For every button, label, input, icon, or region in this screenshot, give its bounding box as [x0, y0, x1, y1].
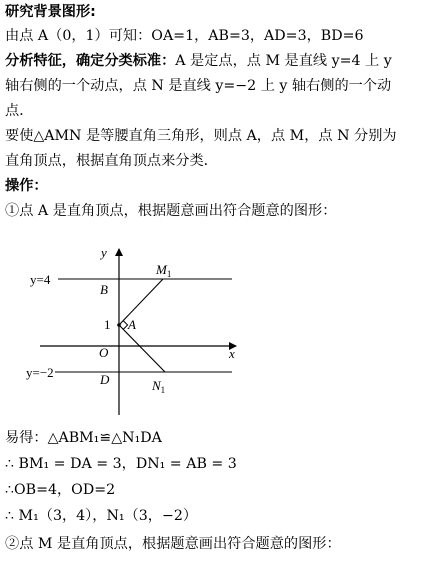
tick-one-label: 1: [104, 317, 111, 332]
point-N1-label: $N_1$: [152, 378, 166, 395]
segment-AM1: [119, 279, 163, 325]
result-congruence: 易得：△ABM₁≌△N₁DA: [5, 430, 162, 446]
heading-operation: 操作：: [5, 178, 48, 194]
analysis-label: 分析特征，确定分类标准：: [5, 53, 176, 69]
analysis-text-1: A 是定点，点 M 是直线 y=4 上 y: [175, 53, 392, 69]
x-axis-label: x: [229, 346, 235, 361]
case-1-statement: ①点 A 是直角顶点，根据题意画出符合题意的图形：: [5, 203, 337, 219]
y-axis-label: y: [101, 245, 107, 260]
point-A-dot: [117, 323, 121, 327]
result-coordinates: ∴ M₁（3，4），N₁（3，−2）: [5, 508, 198, 524]
origin-O-label: O: [99, 345, 109, 360]
result-ob-od: ∴OB=4，OD=2: [5, 482, 116, 498]
point-M1-label: $M_1$: [156, 262, 172, 279]
known-conditions: 由点 A（0，1）可知：OA=1，AB=3，AD=3，BD=6: [5, 28, 364, 44]
analysis-line-3: 点．: [5, 103, 34, 119]
point-D-label: D: [100, 372, 110, 387]
heading-background: 研究背景图形:: [5, 4, 96, 20]
goal-line-2: 直角顶点，根据直角顶点来分类．: [5, 153, 218, 169]
right-angle-mark: [123, 321, 127, 330]
point-B-label: B: [100, 282, 108, 297]
analysis-line-1: [5, 53, 392, 70]
line-bottom-label: y=−2: [26, 365, 54, 380]
analysis-line-2: 轴右侧的一个动点，点 N 是直线 y=−2 上 y 轴右侧的一个动: [5, 78, 392, 94]
result-lengths: ∴ BM₁ = DA = 3，DN₁ = AB = 3: [5, 456, 237, 472]
point-A-label: A: [128, 317, 136, 332]
case-2-statement: ②点 M 是直角顶点，根据题意画出符合题意的图形：: [5, 536, 341, 552]
line-top-label: y=4: [30, 272, 51, 287]
goal-line-1: 要使△AMN 是等腰直角三角形，则点 A，点 M，点 N 分别为: [5, 128, 397, 144]
coordinate-figure: [0, 232, 426, 417]
segment-AN1: [119, 325, 165, 372]
